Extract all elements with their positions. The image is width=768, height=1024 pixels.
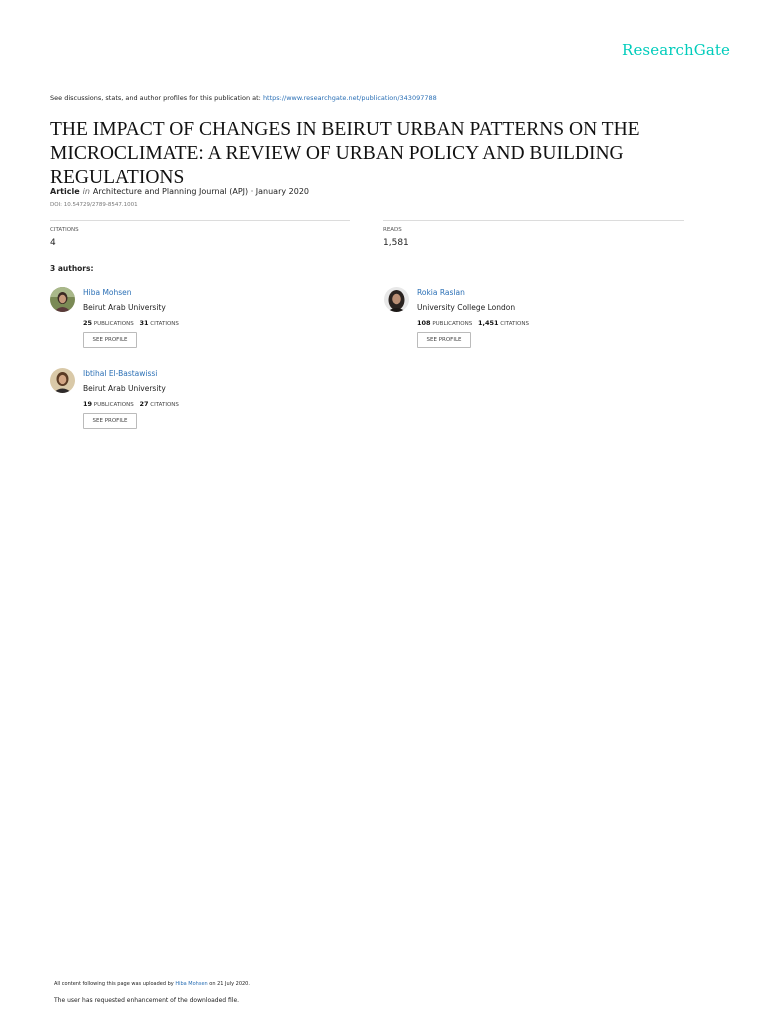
citations-count: 31 [139,319,149,327]
in-label: in [82,187,90,196]
authors-heading: 3 authors: [50,264,94,273]
publications-count: 19 [83,400,93,408]
publication-title: THE IMPACT OF CHANGES IN BEIRUT URBAN PATTERNS ON THE MICROCLIMATE: A REVIEW OF URBAN POLICY AND BUILDING REGULATIONS [50,119,640,188]
reads-value: 1,581 [383,238,409,248]
upload-prefix: All content following this page was uploaded by [54,981,176,987]
upload-suffix: on 21 July 2020. [207,981,250,987]
citations-stat [50,220,350,248]
see-profile-button[interactable]: SEE PROFILE [417,332,471,348]
author-institution: University College London [417,303,516,312]
uploader-link[interactable]: Hiba Mohsen [175,981,208,987]
author-card-rokia-raslan [384,287,674,357]
author-card-hiba-mohsen [50,287,340,357]
see-profile-button[interactable]: SEE PROFILE [83,332,137,348]
author-name[interactable]: Hiba Mohsen [83,288,132,297]
citations-value: 4 [50,238,56,248]
enhancement-note: The user has requested enhancement of the downloaded file. [54,997,240,1004]
see-profile-button[interactable]: SEE PROFILE [83,413,137,429]
publication-link[interactable]: https://www.researchgate.net/publication/343097788 [262,94,437,102]
avatar[interactable] [384,287,409,312]
avatar[interactable] [50,287,75,312]
citations-label: CITATIONS [500,321,529,327]
author-institution: Beirut Arab University [83,384,166,393]
citations-label: CITATIONS [150,321,179,327]
reads-label: READS [383,227,402,233]
publications-label: PUBLICATIONS [93,402,134,408]
researchgate-logo[interactable]: ResearchGate [622,41,730,59]
publication-type: Article [50,187,80,196]
publications-label: PUBLICATIONS [93,321,134,327]
reads-stat [383,220,684,248]
doi: DOI: 10.54729/2789-8547.1001 [50,202,138,208]
publications-count: 108 [417,319,431,327]
discussion-text: See discussions, stats, and author profiles for this publication at: [50,94,263,102]
citations-count: 1,451 [477,319,499,327]
author-institution: Beirut Arab University [83,303,166,312]
author-stats [417,319,529,327]
author-name[interactable]: Rokia Raslan [417,288,465,297]
author-card-ibtihal-el-bastawissi [50,368,340,438]
publications-count: 25 [83,319,93,327]
author-stats [83,319,179,327]
avatar[interactable] [50,368,75,393]
author-stats [83,400,179,408]
publication-meta [50,187,309,196]
publications-label: PUBLICATIONS [432,321,473,327]
author-name[interactable]: Ibtihal El-Bastawissi [83,369,158,378]
citations-label: CITATIONS [50,227,79,233]
upload-note [54,981,250,987]
journal-link[interactable]: Architecture and Planning Journal (APJ) · January 2020 [92,187,310,196]
citations-label: CITATIONS [150,402,179,408]
citations-count: 27 [139,400,149,408]
discussion-line [50,94,437,102]
